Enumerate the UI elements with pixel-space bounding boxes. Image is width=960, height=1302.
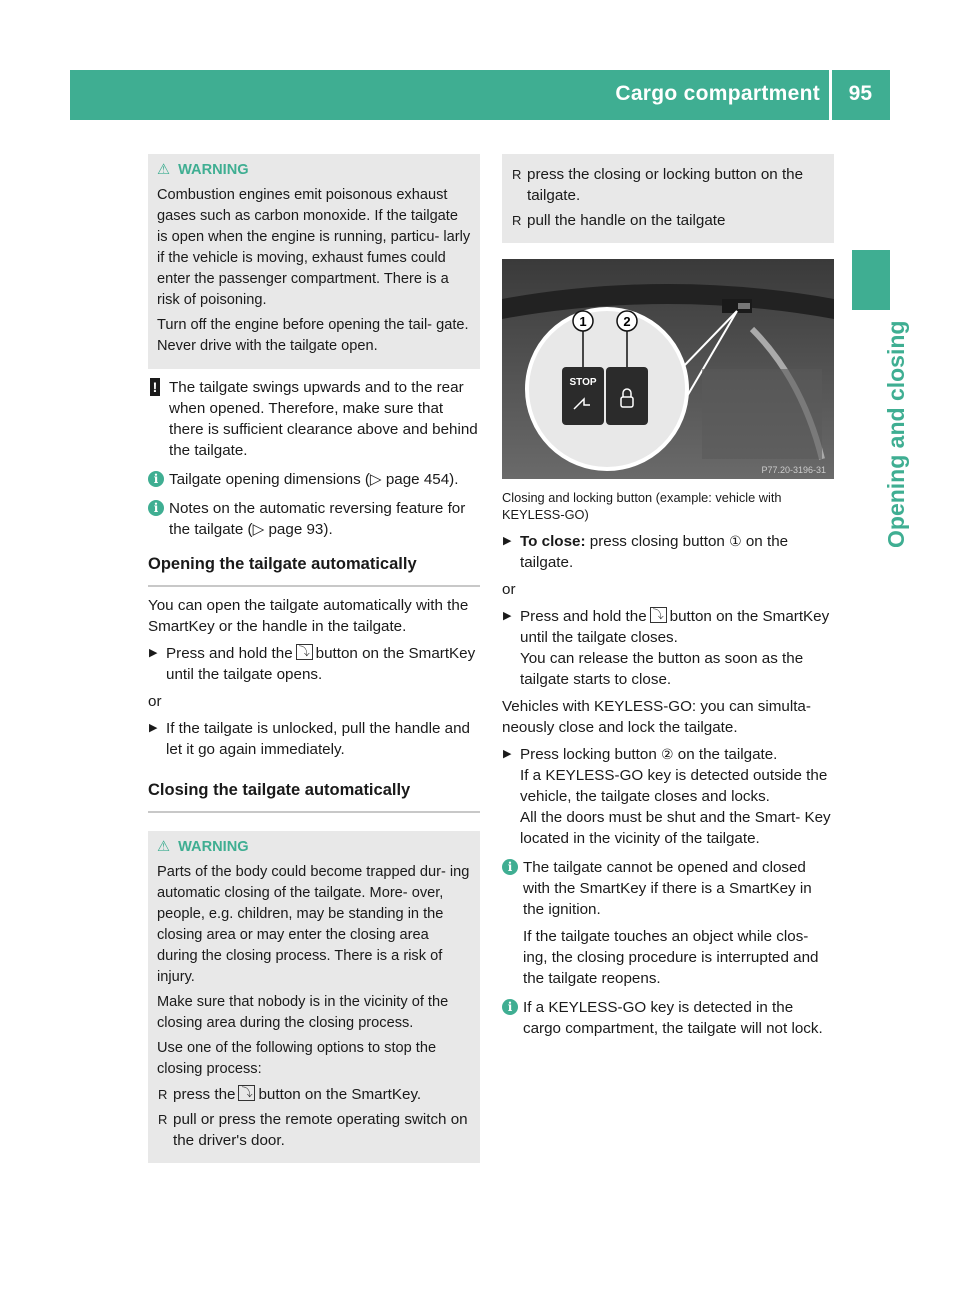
tailgate-key-icon bbox=[238, 1085, 255, 1101]
step-label: To close: bbox=[520, 533, 586, 550]
warning-heading bbox=[157, 837, 472, 858]
side-label-text: Opening and closing bbox=[883, 320, 909, 548]
info-text: The tailgate cannot be opened and closed with the SmartKey if there is a SmartKey in the ignition. bbox=[523, 859, 812, 918]
info-note bbox=[148, 469, 480, 490]
info-text: If a KEYLESS-GO key is detected in the cargo compartment, the tailgate will not lock. bbox=[523, 999, 823, 1037]
info-note bbox=[502, 997, 834, 1039]
warning-box-continued bbox=[502, 154, 834, 243]
exclamation-icon: ! bbox=[150, 378, 160, 396]
instruction-step bbox=[148, 643, 480, 685]
or-text: or bbox=[148, 693, 162, 710]
bullet-text: press the bbox=[173, 1086, 236, 1103]
page-header bbox=[70, 70, 890, 120]
caution-text: The tailgate swings upwards and to the rear when opened. Therefore, make sure that there is sufficient clearance above and behind the tailgate. bbox=[169, 379, 478, 459]
instruction-step bbox=[502, 531, 834, 573]
step-text: Press and hold the bbox=[166, 645, 293, 662]
step-arrow-icon: ▶ bbox=[149, 722, 158, 734]
tailgate-button-photo bbox=[502, 259, 834, 479]
warning-title: WARNING bbox=[178, 162, 249, 178]
photo-caption: Closing and locking button (example: vehicle with KEYLESS-GO) bbox=[502, 490, 782, 522]
tailgate-photo-illustration bbox=[502, 259, 834, 479]
warning-triangle-icon: ⚠ bbox=[157, 839, 171, 855]
step-text: If a KEYLESS-GO key is detected outside the vehicle, the tailgate closes and locks. bbox=[520, 767, 828, 805]
info-text: If the tailgate touches an object while clos- ing, the closing procedure is interrupted and the tailgate reopens. bbox=[523, 928, 819, 987]
warning-text: Combustion engines emit poisonous exhaust gases such as carbon monoxide. If the tailgate is open when the engine is running, particu- larly if the vehicle is moving, exhaust fumes could enter the passenger compartment. There is a risk of poisoning. bbox=[157, 187, 471, 308]
callout-2: 2 bbox=[623, 314, 631, 329]
section-heading-close: Closing the tailgate automatically bbox=[148, 780, 480, 813]
step-text: Press locking button bbox=[520, 746, 661, 763]
warning-text: Use one of the following options to stop the closing process: bbox=[157, 1040, 437, 1077]
info-note bbox=[502, 857, 834, 989]
bullet-marker: R bbox=[158, 1112, 168, 1127]
step-arrow-icon: ▶ bbox=[149, 647, 158, 659]
warning-text: Parts of the body could become trapped dur- ing automatic closing of the tailgate. More- over, people, e.g. children, may be standing in the closing area or may enter the closing area during the closing process. There is a risk of injury. bbox=[157, 864, 470, 985]
warning-text: Turn off the engine before opening the tail- gate. Never drive with the tailgate open. bbox=[157, 317, 469, 354]
image-code: P77.20-3196-31 bbox=[761, 465, 826, 475]
warning-triangle-icon: ⚠ bbox=[157, 162, 171, 178]
step-text: If the tailgate is unlocked, pull the handle and let it go again immediately. bbox=[166, 720, 470, 758]
step-arrow-icon: ▶ bbox=[503, 535, 512, 547]
callout-1: 1 bbox=[579, 314, 587, 329]
step-text: on the tailgate. bbox=[520, 533, 789, 571]
tailgate-key-icon bbox=[650, 607, 667, 623]
list-item bbox=[511, 164, 826, 206]
bullet-text: pull or press the remote operating switch on the driver's door. bbox=[173, 1111, 468, 1149]
header-separator bbox=[829, 70, 832, 120]
step-text: press closing button bbox=[585, 533, 730, 550]
list-item bbox=[157, 1084, 472, 1105]
info-icon: i bbox=[148, 471, 164, 487]
right-column bbox=[502, 154, 834, 1047]
or-text: or bbox=[502, 581, 516, 598]
instruction-step bbox=[502, 744, 834, 849]
instruction-step bbox=[148, 718, 480, 760]
step-text: button on the SmartKey until the tailgate closes. bbox=[520, 608, 830, 646]
list-item bbox=[157, 1109, 472, 1151]
header-title: Cargo compartment bbox=[615, 82, 820, 105]
bullet-marker: R bbox=[158, 1087, 168, 1102]
left-column bbox=[148, 154, 480, 1163]
step-text: button on the SmartKey until the tailgate opens. bbox=[166, 645, 476, 683]
bullet-text: press the closing or locking button on the tailgate. bbox=[527, 166, 804, 204]
step-text: All the doors must be shut and the Smart- Key located in the vicinity of the tailgate. bbox=[520, 809, 831, 847]
step-text: Press and hold the bbox=[520, 608, 647, 625]
tailgate-key-icon bbox=[296, 644, 313, 660]
callout-ref: ② bbox=[660, 746, 674, 762]
warning-heading bbox=[157, 160, 472, 181]
info-note bbox=[148, 498, 480, 540]
step-text: on the tailgate. bbox=[673, 746, 778, 763]
side-label bbox=[851, 300, 909, 860]
step-text: You can release the button as soon as the tailgate starts to close. bbox=[520, 650, 804, 688]
bullet-text: pull the handle on the tailgate bbox=[527, 212, 726, 229]
bullet-marker: R bbox=[512, 213, 522, 228]
step-arrow-icon: ▶ bbox=[503, 748, 512, 760]
caution-note bbox=[148, 377, 480, 461]
step-arrow-icon: ▶ bbox=[503, 610, 512, 622]
open-intro: You can open the tailgate automatically with the SmartKey or the handle in the tailgate. bbox=[148, 597, 469, 635]
info-icon: i bbox=[148, 500, 164, 516]
warning-text: Make sure that nobody is in the vicinity of the closing area during the closing process. bbox=[157, 994, 449, 1031]
info-icon: i bbox=[502, 859, 518, 875]
stop-label: STOP bbox=[569, 377, 597, 388]
keyless-intro: Vehicles with KEYLESS-GO: you can simulta- neously close and lock the tailgate. bbox=[502, 698, 811, 736]
list-item bbox=[511, 210, 826, 231]
bullet-text: button on the SmartKey. bbox=[258, 1086, 422, 1103]
warning-title: WARNING bbox=[178, 839, 249, 855]
info-text: Tailgate opening dimensions (▷ page 454). bbox=[169, 471, 459, 488]
warning-box-exhaust bbox=[148, 154, 480, 369]
callout-ref: ① bbox=[729, 533, 742, 549]
bullet-marker: R bbox=[512, 167, 522, 182]
page-number: 95 bbox=[848, 82, 872, 105]
info-icon: i bbox=[502, 999, 518, 1015]
warning-box-trap bbox=[148, 831, 480, 1163]
instruction-step bbox=[502, 606, 834, 690]
section-heading-open: Opening the tailgate automatically bbox=[148, 554, 480, 587]
info-text: Notes on the automatic reversing feature for the tailgate (▷ page 93). bbox=[169, 500, 466, 538]
